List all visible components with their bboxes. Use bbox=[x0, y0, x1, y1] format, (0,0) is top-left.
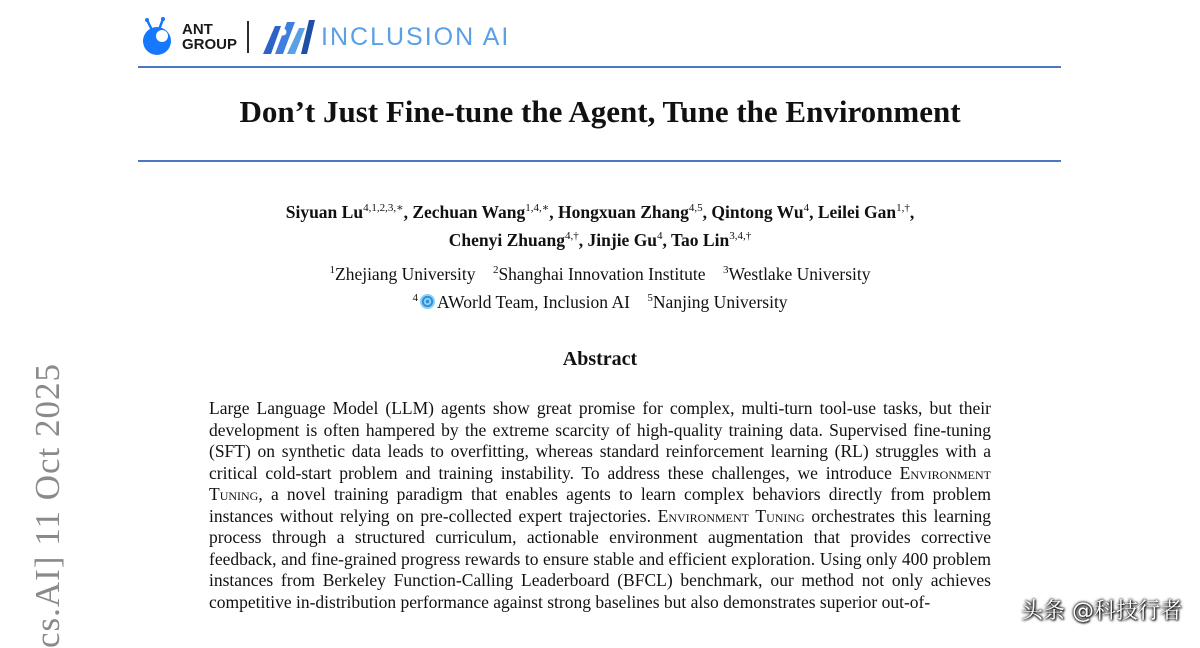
ant-group-logo-icon bbox=[138, 17, 178, 57]
affiliation: $^1$Zhejiang University bbox=[329, 263, 476, 284]
author: Jinjie Gu$^4$, bbox=[587, 229, 671, 250]
abstract-body: Large Language Model (LLM) agents show great promise for complex, multi-turn tool-use tasks, but their development is often hampered by the extreme scarcity of high-quality training data. Supervised fine-tuning (SFT) on synthetic data leads to overfitting, whereas standard reinforcement learning (RL) struggles with a critical cold-start problem and training instability. To address these challenges, we introduce Environment Tuning, a novel training paradigm that enables agents to learn complex behaviors directly from problem instances without relying on pre-collected expert trajectories. Environment Tuning orchestrates this learning process through a structured curriculum, actionable environment augmentation that provides corrective feedback, and fine-grained progress rewards to ensure stable and efficient exploration. Using only 400 problem instances from Berkeley Function-Calling Leaderboard (BFCL) benchmark, our method not only achieves competitive in-distribution performance against strong baselines but also demonstrates superior out-of- bbox=[209, 398, 991, 612]
affiliation: $^4$ AWorld Team, Inclusion AI bbox=[412, 291, 630, 312]
affiliation-list bbox=[150, 258, 1050, 314]
author-list bbox=[150, 196, 1050, 252]
author: Chenyi Zhuang$^{4,\dagger}$, bbox=[448, 229, 588, 250]
author: Leilei Gan$^{1,\dagger}$, bbox=[817, 201, 915, 222]
aworld-logo-icon bbox=[419, 293, 436, 310]
method-name: Environment Tuning bbox=[209, 462, 991, 504]
affiliation: $^2$Shanghai Innovation Institute bbox=[492, 263, 706, 284]
author: Tao Lin$^{3,4,\dagger}$ bbox=[670, 229, 752, 250]
logo-bar bbox=[138, 14, 510, 60]
affiliation: $^3$Westlake University bbox=[723, 263, 871, 284]
author: Zechuan Wang$^{1,4,∗}$, bbox=[412, 201, 559, 222]
inclusion-ai-wordmark: INCLUSION AI bbox=[321, 22, 511, 51]
method-name: Environment Tuning bbox=[657, 505, 805, 526]
header-rule-top bbox=[138, 66, 1061, 68]
affiliation: $^5$Nanjing University bbox=[647, 291, 788, 312]
watermark: 头条 @科技行者 bbox=[1021, 599, 1182, 624]
header-rule-bottom bbox=[138, 160, 1061, 162]
paper-title: Don’t Just Fine-tune the Agent, Tune the Environment bbox=[239, 94, 961, 129]
author: Hongxuan Zhang$^{4,5}$, bbox=[558, 201, 712, 222]
author: Siyuan $Lu^{4,1,2,3,∗}$, bbox=[285, 201, 413, 222]
author: Qintong Wu$^4$, bbox=[711, 201, 818, 222]
arxiv-stamp: cs.AI] 11 Oct 2025 bbox=[28, 363, 67, 648]
logo-divider bbox=[247, 21, 249, 53]
inclusion-ai-logo-icon bbox=[261, 18, 315, 56]
ant-group-wordmark: ANT GROUP bbox=[182, 21, 238, 53]
abstract-heading: Abstract bbox=[562, 348, 638, 370]
